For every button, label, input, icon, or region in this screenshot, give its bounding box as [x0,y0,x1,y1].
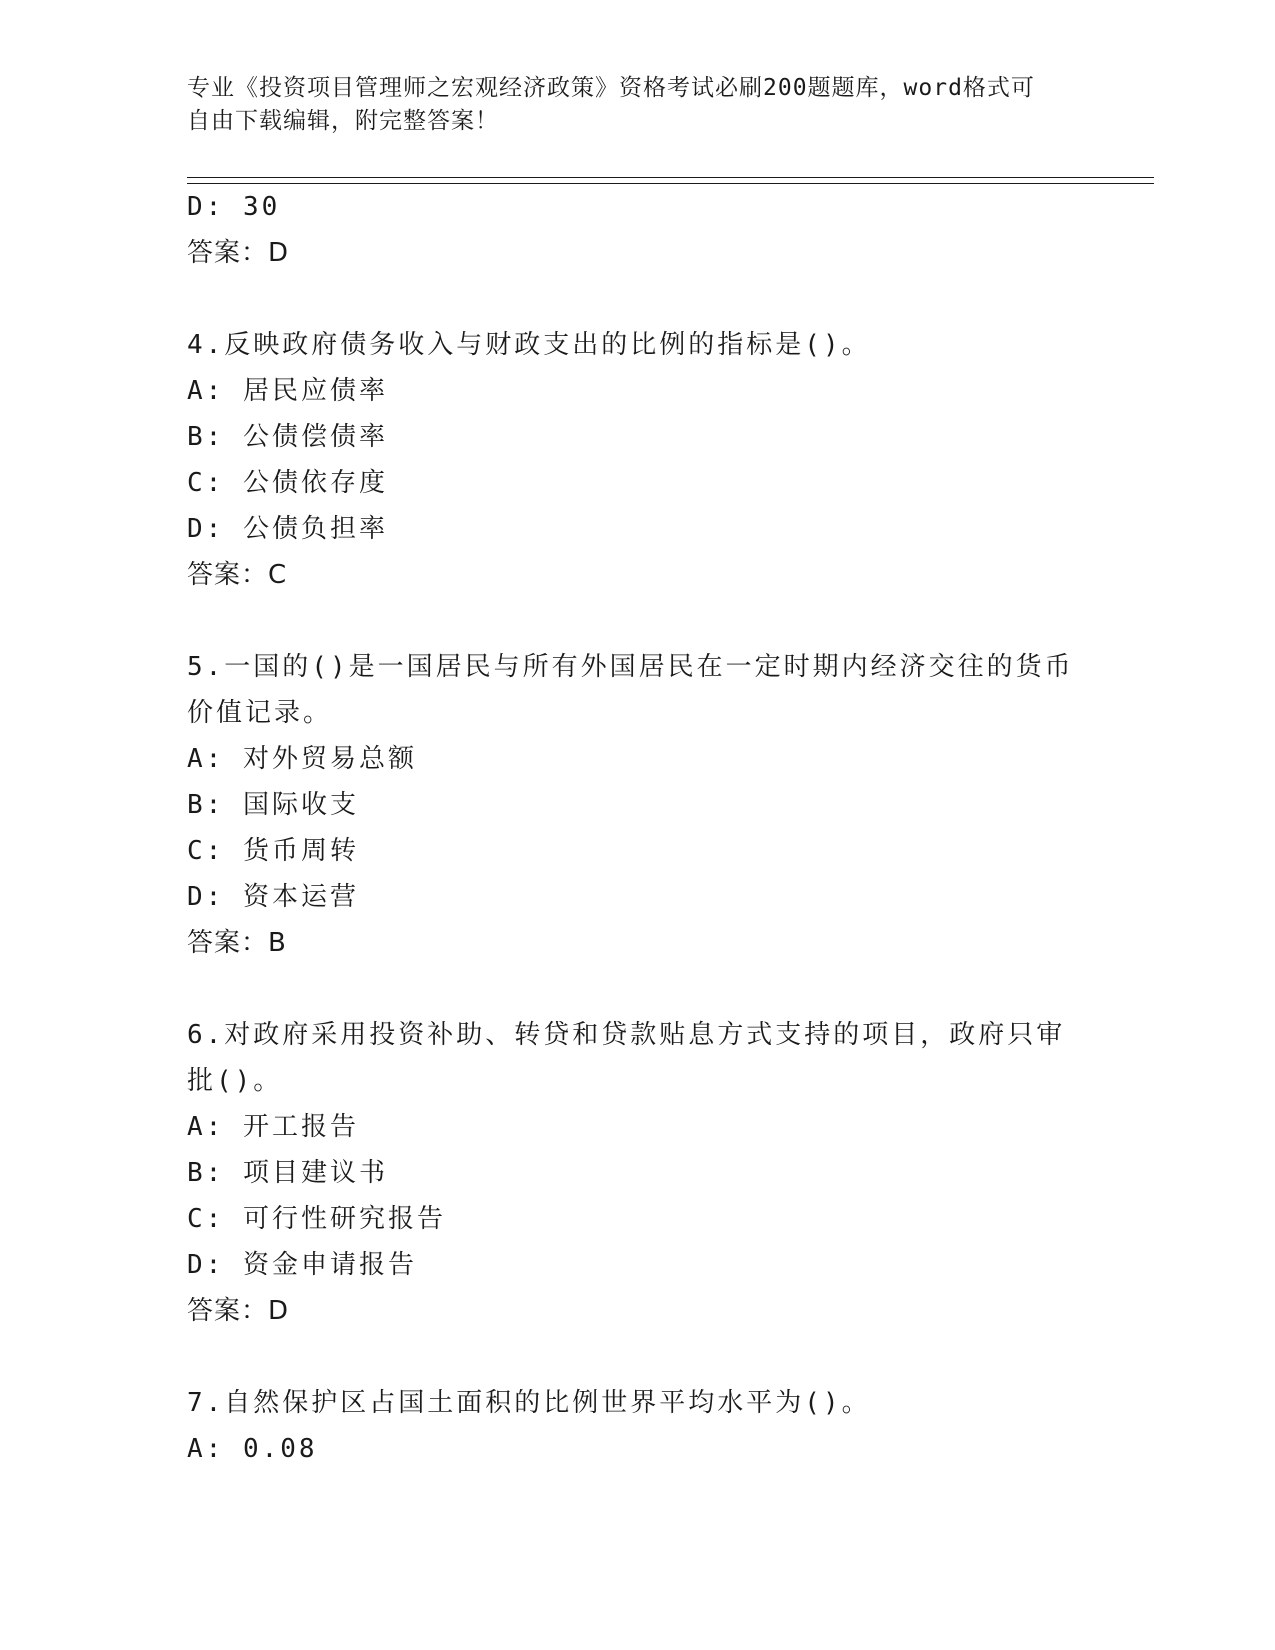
question-6-stem-line-1: 6.对政府采用投资补助、转贷和贷款贴息方式支持的项目，政府只审 [187,1020,1066,1050]
document-header [187,72,1067,138]
header-rule-top [187,177,1154,178]
question-7-stem: 7.自然保护区占国土面积的比例世界平均水平为()。 [187,1388,871,1418]
question-5-option-a: A: 对外贸易总额 [187,744,417,774]
question-list [187,184,1087,1472]
question-4-stem: 4.反映政府债务收入与财政支出的比例的指标是()。 [187,330,871,360]
prev-answer: 答案：D [187,238,290,268]
question-7-option-a: A: 0.08 [187,1434,318,1464]
prev-option-d: D: 30 [187,192,281,222]
question-5-stem-line-1: 5.一国的()是一国居民与所有外国居民在一定时期内经济交往的货币 [187,652,1074,682]
header-title-line-2: 自由下载编辑，附完整答案！ [187,108,499,134]
question-4-option-d: D: 公债负担率 [187,514,388,544]
spacer [187,966,1087,1012]
question-6-option-b: B: 项目建议书 [187,1158,388,1188]
question-4-option-b: B: 公债偿债率 [187,422,388,452]
spacer [187,276,1087,322]
question-5-option-c: C: 货币周转 [187,836,359,866]
question-6-stem-line-2: 批()。 [187,1066,283,1096]
question-4-answer: 答案：C [187,560,288,590]
question-5-option-b: B: 国际收支 [187,790,359,820]
question-6-option-d: D: 资金申请报告 [187,1250,417,1280]
question-4-option-a: A: 居民应债率 [187,376,388,406]
question-6-option-a: A: 开工报告 [187,1112,359,1142]
question-6-option-c: C: 可行性研究报告 [187,1204,446,1234]
question-6-answer: 答案：D [187,1296,290,1326]
question-5-option-d: D: 资本运营 [187,882,359,912]
spacer [187,1334,1087,1380]
question-5-answer: 答案：B [187,928,287,958]
question-5-stem-line-2: 价值记录。 [187,698,333,728]
question-4-option-c: C: 公债依存度 [187,468,388,498]
spacer [187,598,1087,644]
header-title-line-1: 专业《投资项目管理师之宏观经济政策》资格考试必刷200题题库，word格式可 [187,75,1035,101]
